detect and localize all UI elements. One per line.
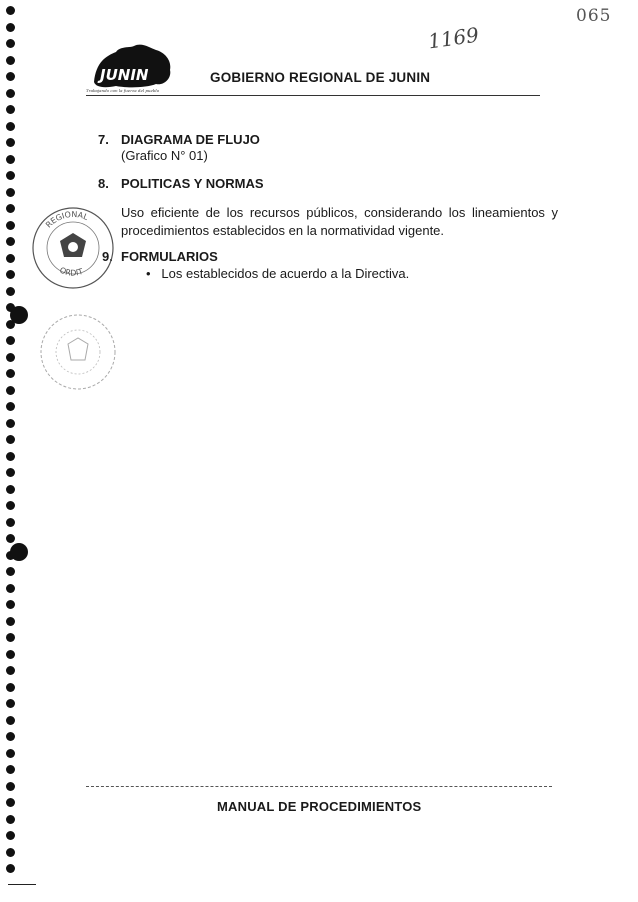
binder-hole: [6, 798, 15, 807]
binder-hole: [6, 237, 15, 246]
binder-hole: [6, 633, 15, 642]
binder-hole: [6, 171, 15, 180]
binder-hole: [6, 287, 15, 296]
binder-hole: [6, 650, 15, 659]
section-subtitle-chart: (Grafico N° 01): [121, 148, 208, 163]
binder-hole: [6, 452, 15, 461]
handwritten-folio: 1169: [426, 22, 481, 54]
binder-hole: [6, 89, 15, 98]
binder-hole: [6, 254, 15, 263]
binder-hole: [6, 6, 15, 15]
margin-line: [8, 884, 36, 885]
bullet-item: • Los establecidos de acuerdo a la Directiva.: [146, 266, 410, 281]
binder-hole: [6, 584, 15, 593]
binder-hole-large: [10, 306, 28, 324]
binder-hole: [6, 831, 15, 840]
binder-holes: [0, 0, 24, 902]
footer-rule: [86, 786, 552, 787]
footer-title: MANUAL DE PROCEDIMIENTOS: [217, 799, 422, 814]
binder-hole: [6, 534, 15, 543]
regional-seal-stamp: [30, 205, 116, 291]
junin-logo: [86, 42, 176, 94]
svg-text:ORDIT: ORDIT: [58, 265, 85, 278]
binder-hole: [6, 39, 15, 48]
binder-hole: [6, 336, 15, 345]
binder-hole: [6, 815, 15, 824]
binder-hole-large: [10, 543, 28, 561]
header-title: GOBIERNO REGIONAL DE JUNIN: [210, 70, 431, 85]
binder-hole: [6, 353, 15, 362]
binder-hole: [6, 56, 15, 65]
page-number: 065: [576, 6, 612, 26]
binder-hole: [6, 567, 15, 576]
binder-hole: [6, 105, 15, 114]
binder-hole: [6, 732, 15, 741]
binder-hole: [6, 501, 15, 510]
binder-hole: [6, 749, 15, 758]
section-number-7: 7.: [98, 132, 109, 147]
binder-hole: [6, 369, 15, 378]
svg-text:JUNIN: JUNIN: [100, 66, 149, 84]
binder-hole: [6, 716, 15, 725]
binder-hole: [6, 468, 15, 477]
section-title-policies: POLITICAS Y NORMAS: [121, 176, 264, 191]
section-title-flowchart: DIAGRAMA DE FLUJO: [121, 132, 260, 147]
binder-hole: [6, 485, 15, 494]
section-body-policies: Uso eficiente de los recursos públicos, considerando los lineamientos y procedimientos establecidos en la normatividad vigente.: [121, 205, 558, 238]
binder-hole: [6, 23, 15, 32]
binder-hole: [6, 765, 15, 774]
binder-hole: [6, 204, 15, 213]
binder-hole: [6, 188, 15, 197]
binder-hole: [6, 864, 15, 873]
binder-hole: [6, 138, 15, 147]
section-title-forms: FORMULARIOS: [121, 249, 218, 264]
binder-hole: [6, 617, 15, 626]
svg-text:REGIONAL: REGIONAL: [44, 209, 90, 230]
section-number-8: 8.: [98, 176, 109, 191]
binder-hole: [6, 782, 15, 791]
binder-hole: [6, 600, 15, 609]
section-number-9: 9.: [102, 249, 113, 264]
binder-hole: [6, 435, 15, 444]
binder-hole: [6, 72, 15, 81]
binder-hole: [6, 221, 15, 230]
binder-hole: [6, 683, 15, 692]
binder-hole: [6, 402, 15, 411]
binder-hole: [6, 155, 15, 164]
header-rule: [86, 95, 540, 96]
bullet-text: Los establecidos de acuerdo a la Directiva.: [161, 266, 410, 281]
binder-hole: [6, 699, 15, 708]
binder-hole: [6, 666, 15, 675]
binder-hole: [6, 419, 15, 428]
binder-hole: [6, 848, 15, 857]
binder-hole: [6, 386, 15, 395]
binder-hole: [6, 270, 15, 279]
binder-hole: [6, 122, 15, 131]
binder-hole: [6, 518, 15, 527]
faint-stamp: [38, 312, 118, 392]
svg-text:Trabajando con la fuerza del p: Trabajando con la fuerza del pueblo: [86, 88, 160, 93]
